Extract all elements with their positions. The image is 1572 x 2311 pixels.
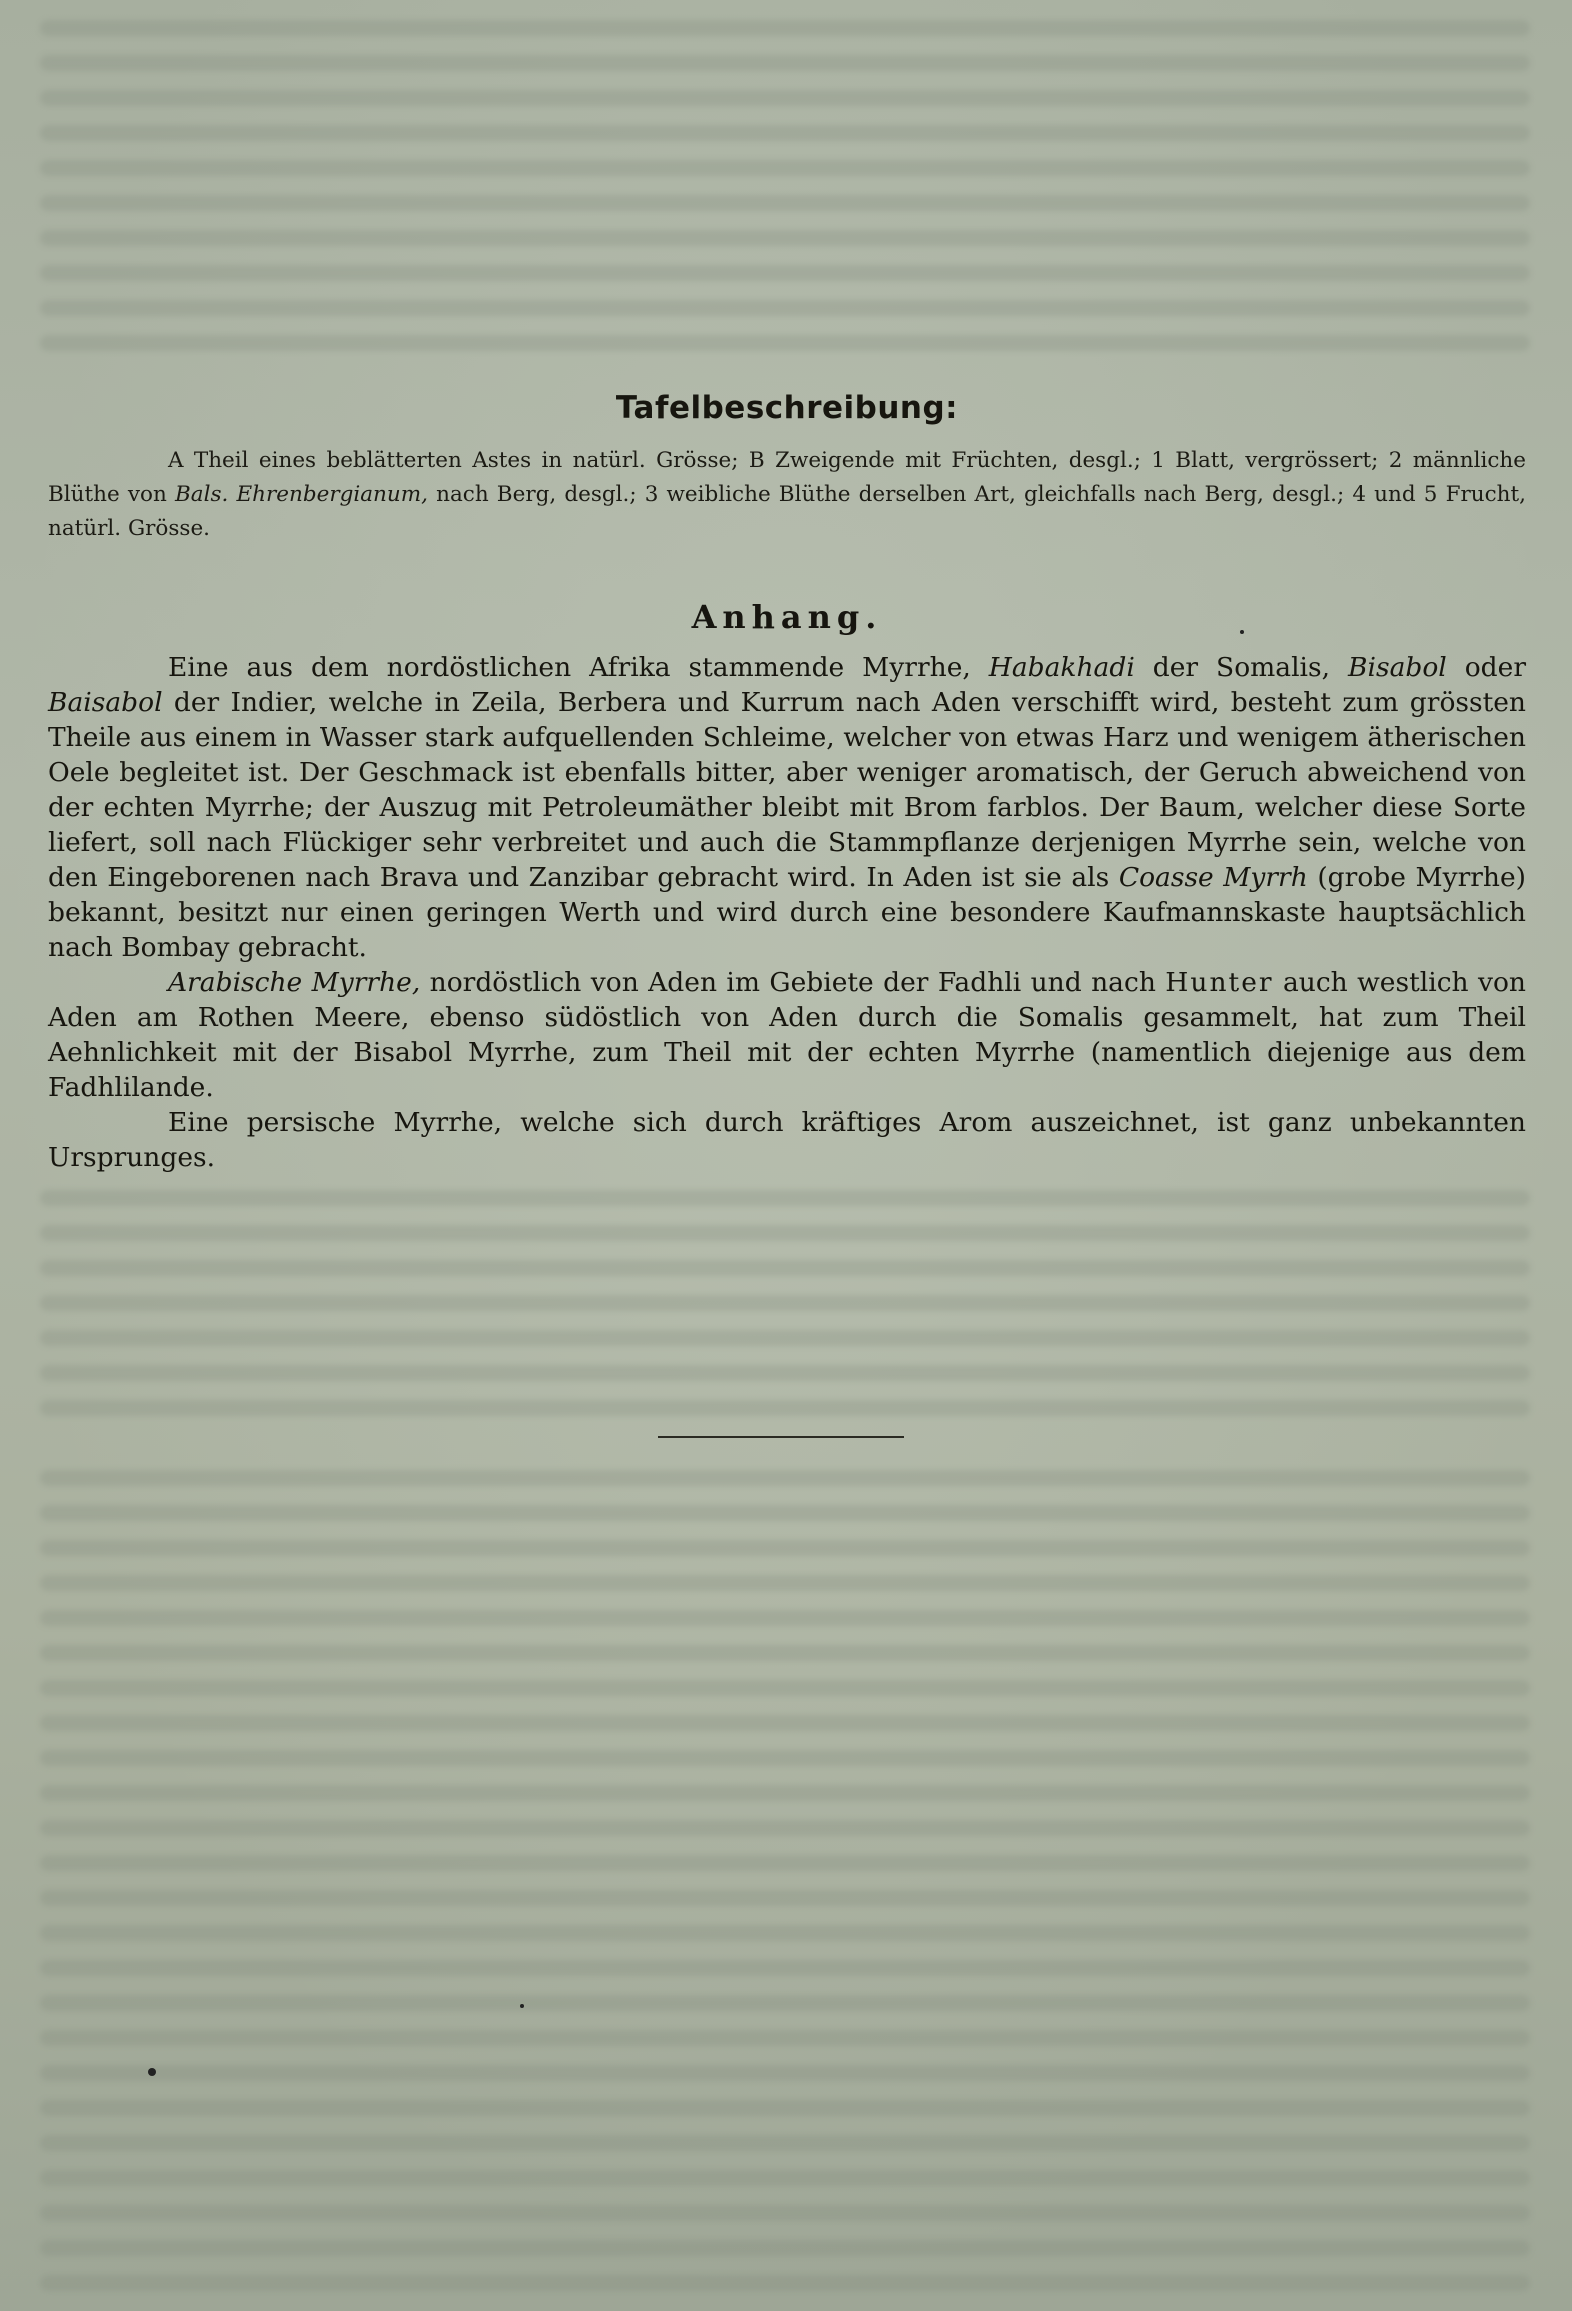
bleed-through-line [40, 2240, 1530, 2256]
bleed-through-line [40, 2205, 1530, 2221]
plate-description-species: Bals. Ehrenbergianum, [174, 482, 428, 507]
bleed-through-line [40, 2100, 1530, 2116]
bleed-through-line [40, 1960, 1530, 1976]
bleed-through-line [40, 1680, 1530, 1696]
bleed-through-line [40, 2030, 1530, 2046]
appendix-paragraph-1 [48, 650, 1526, 965]
bleed-through-line [40, 1820, 1530, 1836]
bleed-through-line [40, 1400, 1530, 1416]
bleed-through-line [40, 1610, 1530, 1626]
paragraph-text: oder [1446, 652, 1526, 683]
bleed-through-line [40, 1505, 1530, 1521]
paragraph-text: Eine aus dem nordöstlichen Afrika stammende Myrrhe, [168, 652, 989, 683]
bleed-through-line [40, 1785, 1530, 1801]
bleed-through-line [40, 1855, 1530, 1871]
bleed-through-line [40, 1260, 1530, 1276]
appendix-paragraph-2 [48, 965, 1526, 1105]
bleed-through-line [40, 2135, 1530, 2151]
bleed-through-line [40, 2275, 1530, 2291]
bleed-through-line [40, 1925, 1530, 1941]
paragraph-italic: Arabische Myrrhe, [168, 967, 421, 998]
bleed-through-line [40, 1365, 1530, 1381]
paragraph-italic: Baisabol [48, 687, 163, 718]
bleed-through-line [40, 2170, 1530, 2186]
plate-description-title: Tafelbeschreibung: [615, 390, 959, 426]
appendix-paragraph-3 [48, 1105, 1526, 1175]
bleed-through-line [40, 90, 1530, 106]
author-name: Hunter [1165, 967, 1274, 998]
bleed-through-line [40, 2065, 1530, 2081]
bleed-through-line [40, 1575, 1530, 1591]
bleed-through-line [40, 1225, 1530, 1241]
bleed-through-line [40, 300, 1530, 316]
section-divider [658, 1436, 904, 1438]
bleed-through-line [40, 1715, 1530, 1731]
ink-speck [148, 2068, 156, 2076]
bleed-through-line [40, 1995, 1530, 2011]
bleed-through-line [40, 195, 1530, 211]
bleed-through-line [40, 160, 1530, 176]
paragraph-text: nordöstlich von Aden im Gebiete der Fadhli und nach [420, 967, 1166, 998]
plate-description-text [48, 444, 1526, 546]
bleed-through-line [40, 1470, 1530, 1486]
paragraph-italic: Habakhadi [988, 652, 1135, 683]
appendix-title: Anhang. [691, 598, 883, 636]
bleed-through-line [40, 125, 1530, 141]
bleed-through-line [40, 230, 1530, 246]
bleed-through-line [40, 1190, 1530, 1206]
paragraph-text: Eine persische Myrrhe, welche sich durch kräftiges Arom auszeichnet, ist ganz unbekannten Ursprunges. [48, 1107, 1526, 1173]
plate-description-part: nach Berg, desgl.; 3 weibliche Blüthe derselben Art, gleichfalls nach Berg, desgl.; 4 und 5 Frucht, natürl. Grösse. [48, 482, 1526, 541]
paragraph-italic: Bisabol [1348, 652, 1447, 683]
bleed-through-line [40, 265, 1530, 281]
bleed-through-line [40, 1330, 1530, 1346]
bleed-through-line [40, 1295, 1530, 1311]
plate-description-part: A Theil eines beblätterten Astes in natürl. Grösse; B Zweigende mit Früchten, desgl.; 1 Blatt, vergrössert; 2 männliche Blüthe von [48, 448, 1526, 507]
bleed-through-line [40, 335, 1530, 351]
bleed-through-line [40, 20, 1530, 36]
paragraph-text: (grobe Myrrhe) bekannt, besitzt nur einen geringen Werth und wird durch eine besondere Kaufmannskaste hauptsächlich nach Bombay gebracht. [48, 862, 1526, 963]
ink-speck [520, 2004, 524, 2008]
bleed-through-line [40, 1890, 1530, 1906]
bleed-through-line [40, 1540, 1530, 1556]
paragraph-text: der Indier, welche in Zeila, Berbera und Kurrum nach Aden verschifft wird, besteht zum grössten Theile aus einem in Wasser stark aufquellenden Schleime, welcher von etwas Harz und wenigem ätherischen Oele begleitet ist. Der Geschmack ist ebenfalls bitter, aber weniger aromatisch, der Geruch abweichend von der echten Myrrhe; der Auszug mit Petroleumäther bleibt mit Brom farblos. Der Baum, welcher diese Sorte liefert, soll nach Flückiger sehr verbreitet und auch die Stammpflanze derjenigen Myrrhe sein, welche von den Eingeborenen nach Brava und Zanzibar gebracht wird. In Aden ist sie als [48, 687, 1526, 893]
bleed-through-line [40, 1645, 1530, 1661]
ink-speck [1240, 630, 1244, 634]
paragraph-text: auch westlich von Aden am Rothen Meere, ebenso südöstlich von Aden durch die Somalis gesammelt, hat zum Theil Aehnlichkeit mit der Bisabol Myrrhe, zum Theil mit der echten Myrrhe (namentlich diejenige aus dem Fadhlilande. [48, 967, 1526, 1103]
paragraph-italic: Coasse Myrrh [1118, 862, 1308, 893]
bleed-through-line [40, 1750, 1530, 1766]
bleed-through-line [40, 55, 1530, 71]
main-text [48, 390, 1526, 1175]
paragraph-text: der Somalis, [1134, 652, 1349, 683]
